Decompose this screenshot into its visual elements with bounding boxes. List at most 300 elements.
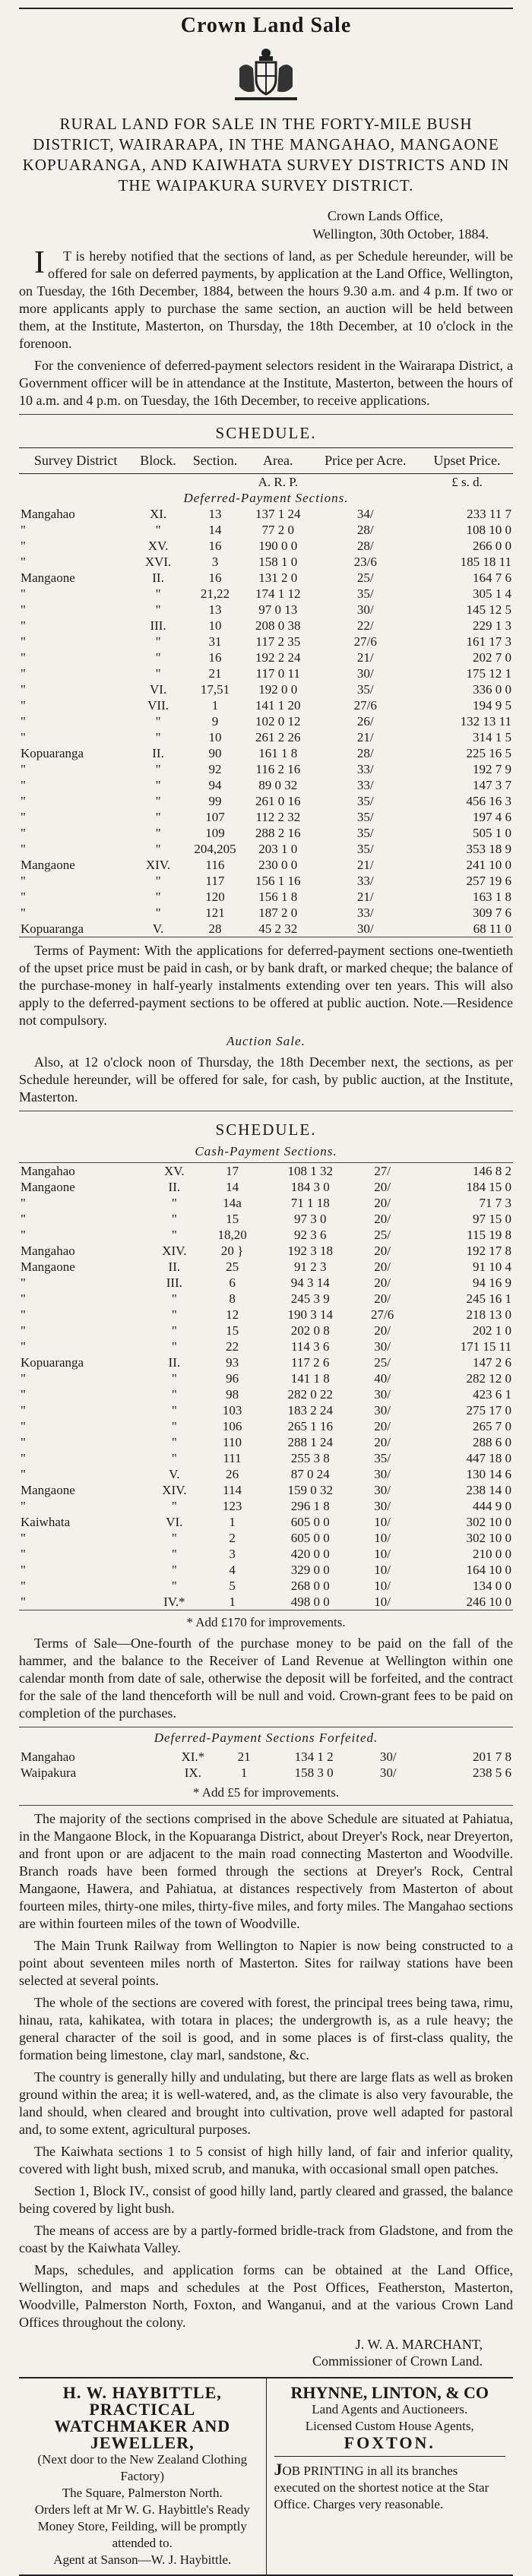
table-cell: 92 3 6 [293,1228,327,1242]
ad-left-address: The Square, Palmerston North. [62,2486,223,2500]
table-cell: 505 1 0 [473,826,511,840]
table-cell: 20/ [374,1180,391,1194]
col-area: Area. [246,448,309,474]
table-row [19,793,513,809]
table-cell: 456 16 3 [466,794,511,808]
table-cell: 238 5 6 [473,1765,511,1780]
table-cell: 16 [208,650,222,665]
table-cell: " [21,1579,26,1593]
table-cell: 163 1 8 [473,890,511,904]
table-cell: 117 2 35 [255,634,301,649]
signature [19,2336,483,2369]
table-cell: VII. [147,698,169,713]
royal-crest-icon [224,46,308,106]
table-cell: " [21,874,26,888]
table-cell: " [155,602,161,617]
table-cell: " [171,1339,177,1354]
table-cell: 161 1 8 [258,746,298,760]
table-cell: 30/ [374,1467,391,1481]
table-cell: 27/6 [353,698,377,713]
table-cell: 255 3 8 [290,1451,330,1465]
cash-table [19,1163,513,1610]
intro-paragraph-1: IT is hereby notified that the sections of land, as per Schedule hereunder, will be offered for sale on deferred payments, by application at the Land Office, Wellington, on Tuesday, the 16th December, 1884, between the hours 9.30 a.m. and 4 p.m. If two or more applicants apply to purchase the same section, an auction will be held between them, at the Institute, Masterton, on Thursday, the 18th December, at 10 o'clock in the forenoon. [19,245,513,351]
table-cell: 204,205 [194,842,236,856]
ad-right-town: FOXTON. [344,2433,435,2452]
table-cell: 192 0 0 [258,682,298,697]
table-cell: 21/ [356,890,374,904]
table-cell: " [155,890,161,904]
table-cell: Mangahao [21,507,75,521]
table-cell: 26 [226,1467,239,1481]
table-cell: 147 3 7 [473,778,511,792]
table-cell: 225 16 5 [466,746,511,760]
table-cell: 71 7 3 [479,1196,511,1210]
table-cell: 123 [222,1499,242,1513]
auction-text: Also, at 12 o'clock noon of Thursday, the 18th December next, the sections, as per Schedule hereunder, will be offered for sale, for cash, by public auction, at the Institute, Masterton. [19,1054,513,1105]
table-cell: 265 1 16 [287,1419,333,1433]
table-cell: Waipakura [21,1765,77,1780]
table-row [19,665,513,681]
table-cell: " [155,778,161,792]
table-cell: " [21,714,26,729]
table-cell: 605 0 0 [290,1531,330,1545]
table-row [19,841,513,857]
table-cell: 116 2 16 [255,762,301,776]
table-cell: " [171,1196,177,1210]
table-cell: 20 } [220,1244,244,1258]
table-cell: 218 13 0 [466,1307,511,1322]
schedule-heading: SCHEDULE. [215,424,317,442]
table-row [19,634,513,650]
table-cell: " [21,842,26,856]
table-cell: " [21,539,26,553]
description-2: The Main Trunk Railway from Wellington to Napier is now being constructed to a point about seventeen miles north of Masterton. Sites for railway stations have been selected at several points. [19,1938,513,1988]
table-cell: " [171,1307,177,1322]
table-cell: " [21,698,26,713]
table-cell: 21 [208,666,222,681]
table-cell: 141 1 8 [290,1371,330,1386]
table-cell: " [155,714,161,729]
table-cell: 22 [226,1339,239,1354]
table-row [19,1163,513,1179]
table-cell: 10/ [374,1531,391,1545]
table-row [19,729,513,745]
table-cell: 14 [208,523,222,537]
table-cell: 35/ [356,810,374,824]
table-cell: VI. [166,1515,183,1529]
table-cell: 161 17 3 [466,634,511,649]
col-section: Section. [184,448,246,474]
table-cell: 10/ [374,1595,391,1609]
table-cell: 25/ [374,1355,391,1370]
table-row [19,1227,513,1243]
table-cell: " [171,1323,177,1338]
table-cell: 288 2 16 [255,826,301,840]
table-cell: 97 15 0 [473,1212,511,1226]
table-cell: 20/ [374,1212,391,1226]
table-cell: 31 [208,634,222,649]
table-cell: 94 [208,778,222,792]
table-cell: 30/ [374,1403,391,1418]
table-cell: 28/ [356,746,374,760]
table-cell: Mangahao [21,1164,75,1178]
table-row [19,825,513,841]
table-cell: 183 2 24 [287,1403,333,1418]
ad-left-paren: (Next door to the New Zealand Clothing Factory) [37,2452,248,2483]
table-cell: 20/ [374,1244,391,1258]
table-cell: 30/ [379,1749,397,1764]
ad-left-name: H. W. HAYBITTLE, [62,2383,222,2402]
table-cell: 447 18 0 [466,1451,511,1465]
table-cell: II. [168,1180,181,1194]
table-cell: " [21,1307,26,1322]
table-row [19,618,513,634]
dateline-office: Crown Lands Office, [327,208,443,223]
table-row [19,1259,513,1275]
table-row [19,1765,513,1781]
price-units: £ s. d. [451,475,483,489]
table-cell: " [171,1228,177,1242]
table-cell: 21 [237,1749,251,1764]
col-block: Block. [132,448,184,474]
table-row [19,921,513,937]
table-cell: " [21,906,26,920]
table-row [19,905,513,921]
table-cell: " [171,1451,177,1465]
table-cell: " [21,762,26,776]
table-cell: 97 0 13 [258,602,298,617]
table-cell: 94 3 14 [290,1275,330,1290]
table-cell: 282 12 0 [466,1371,511,1386]
cash-note: * Add £170 for improvements. [186,1615,346,1629]
table-cell: 174 1 12 [255,586,301,601]
description-7: The means of access are by a partly-formed bridle-track from Gladstone, and from the coast by the Kaiwhata Valley. [19,2223,513,2255]
table-cell: " [21,666,26,681]
table-cell: 30/ [356,666,374,681]
area-units: A. R. P. [258,475,299,489]
table-row [19,1434,513,1450]
table-cell: 89 0 32 [258,778,298,792]
ad-right-line2: Licensed Custom House Agents, [305,2419,474,2433]
table-cell: 146 8 2 [473,1164,511,1178]
table-cell: 30/ [374,1339,391,1354]
table-cell: Kaiwhata [21,1515,71,1529]
table-cell: 2 [229,1531,236,1545]
table-cell: " [21,1451,26,1465]
table-cell: 107 [205,810,225,824]
table-row [19,1307,513,1323]
table-cell: Kopuaranga [21,1355,84,1370]
table-cell: " [21,810,26,824]
table-cell: 68 11 0 [473,921,511,936]
table-cell: 6 [229,1275,236,1290]
table-cell: 116 [205,858,225,872]
table-cell: 22/ [356,618,374,633]
table-row [19,1386,513,1402]
table-cell: 302 10 0 [466,1531,511,1545]
table-cell: IX. [184,1765,201,1780]
table-cell: 296 1 8 [290,1499,330,1513]
table-cell: 17,51 [200,682,230,697]
table-cell: " [155,586,161,601]
ad-left-agent: Agent at Sanson—W. J. Haybittle. [53,2552,232,2567]
table-cell: 229 1 3 [473,618,511,633]
table-cell: 20/ [374,1275,391,1290]
table-row [19,889,513,905]
table-cell: 93 [226,1355,239,1370]
table-cell: 109 [205,826,225,840]
table-cell: " [171,1371,177,1386]
table-cell: 203 1 0 [258,842,298,856]
notice-title: RURAL LAND FOR SALE IN THE FORTY-MILE BUSH DISTRICT, WAIRARAPA, IN THE MANGAHAO, MANGAONE KOPUARANGA, AND KAIWHATA SURVEY DISTRICTS AND IN THE WAIPAKURA SURVEY DISTRICT. [22,115,510,194]
table-cell: " [21,1291,26,1306]
table-row [19,1211,513,1227]
table-cell: 25 [226,1260,239,1274]
table-cell: 27/6 [370,1307,394,1322]
table-cell: 134 0 0 [473,1579,511,1593]
cash-label: Cash-Payment Sections. [195,1144,337,1158]
table-row [19,761,513,777]
table-cell: 45 2 32 [258,921,298,936]
table-cell: " [171,1579,177,1593]
table-cell: 30/ [374,1387,391,1402]
ad-rhynne-linton [267,2378,514,2574]
table-cell: " [21,730,26,744]
table-cell: 130 14 6 [466,1467,511,1481]
table-cell: 71 1 18 [290,1196,330,1210]
table-cell: 35/ [356,794,374,808]
table-cell: " [21,1467,26,1481]
table-cell: " [171,1547,177,1561]
table-row [19,1450,513,1466]
terms-cash: Terms of Sale—One-fourth of the purchase money to be paid on the fall of the hammer, and the balance to the Receiver of Land Revenue at Wellington within one calendar month from date of sale, otherwise the deposit will be forfeited, and the contract for the sale of the land thenceforth will be null and void. Crown-grant fees to be paid on completion of the purchases. [19,1636,513,1721]
table-cell: 202 0 8 [290,1323,330,1338]
table-cell: 21/ [356,730,374,744]
table-row [19,522,513,538]
table-row [19,1323,513,1339]
table-row [19,1530,513,1546]
table-cell: 103 [222,1403,242,1418]
table-cell: 265 7 0 [473,1419,511,1433]
table-row [19,538,513,554]
table-cell: 164 7 6 [473,571,511,585]
table-cell: 197 4 6 [473,810,511,824]
table-cell: " [155,762,161,776]
table-cell: 190 0 0 [258,539,298,553]
table-cell: 10/ [374,1547,391,1561]
table-cell: " [21,1275,26,1290]
table-cell: 87 0 24 [290,1467,330,1481]
table-row [19,1466,513,1482]
description-3: The whole of the sections are covered with forest, the principal trees being tawa, rimu, hinau, rata, kahikatea, with totara in places; the undergrowth is, as a rule heavy; the general character of the soil is good, and in some places is of first-class quality, the formation being limestone, clay marl, sandstone, &c. [19,1995,513,2062]
table-cell: " [21,1531,26,1545]
deferred-table [19,447,513,937]
table-cell: 268 0 0 [290,1579,330,1593]
table-cell: " [155,906,161,920]
table-cell: XIV. [162,1244,187,1258]
table-cell: XV. [147,539,169,553]
table-cell: " [155,634,161,649]
table-cell: 187 2 0 [258,906,298,920]
table-row [19,586,513,602]
table-cell: 1 [211,698,219,713]
table-cell: 15 [226,1323,239,1338]
table-cell: 132 13 11 [460,714,511,729]
table-row [19,650,513,665]
table-row [19,1594,513,1610]
table-cell: 106 [222,1419,242,1433]
table-cell: 77 2 0 [261,523,295,537]
table-cell: 192 7 9 [473,762,511,776]
table-cell: " [171,1499,177,1513]
forfeit-note: * Add £5 for improvements. [192,1785,340,1800]
table-cell: " [21,1323,26,1338]
table-cell: 145 12 5 [466,602,511,617]
table-cell: XIV. [162,1483,187,1497]
table-cell: 288 1 24 [287,1435,333,1449]
table-row [19,745,513,761]
table-cell: 192 3 18 [287,1244,333,1258]
table-cell: 35/ [356,586,374,601]
table-cell: 288 6 0 [473,1435,511,1449]
table-cell: 257 19 6 [466,874,511,888]
table-row [19,1562,513,1578]
table-cell: " [171,1212,177,1226]
table-cell: " [21,618,26,633]
table-cell: Mangaone [21,858,75,872]
table-cell: 15 [226,1212,239,1226]
table-cell: 26/ [356,714,374,729]
table-cell: XI. [149,507,167,521]
table-cell: XI.* [181,1749,205,1764]
table-cell: 34/ [356,507,374,521]
table-cell: Mangaone [21,1483,75,1497]
table-cell: 336 0 0 [473,682,511,697]
table-cell: 246 10 0 [466,1595,511,1609]
table-cell: IV.* [163,1595,185,1609]
description-5: The Kaiwhata sections 1 to 5 consist of high hilly land, of fair and inferior quality, covered with light bush, mixed scrub, and manuka, with occasional small open patches. [19,2144,513,2176]
table-cell: " [21,1403,26,1418]
table-cell: " [21,1547,26,1561]
table-cell: 185 18 11 [460,555,511,569]
table-cell: 4 [229,1563,236,1577]
table-cell: 159 0 32 [287,1483,333,1497]
table-cell: 10/ [374,1579,391,1593]
table-row [19,1370,513,1386]
table-cell: 147 2 6 [473,1355,511,1370]
table-cell: 13 [208,602,222,617]
table-cell: " [171,1419,177,1433]
table-cell: 158 3 0 [294,1765,334,1780]
table-cell: 121 [205,906,225,920]
table-cell: 17 [226,1164,239,1178]
table-cell: XV. [164,1164,185,1178]
table-cell: " [21,890,26,904]
table-cell: 18,20 [217,1228,247,1242]
table-cell: " [171,1291,177,1306]
table-row [19,570,513,586]
table-row [19,777,513,793]
table-cell: " [21,1387,26,1402]
table-cell: Kopuaranga [21,746,84,760]
table-cell: 141 1 20 [255,698,301,713]
table-cell: 35/ [374,1451,391,1465]
table-cell: 208 0 38 [255,618,301,633]
table-cell: " [155,826,161,840]
table-cell: 40/ [374,1371,391,1386]
table-cell: 261 2 26 [255,730,301,744]
description-6: Section 1, Block IV., consist of good hilly land, partly cleared and grassed, the balance being covered by light bush. [19,2183,513,2216]
table-cell: 13 [208,507,222,521]
table-cell: XVI. [144,555,172,569]
table-cell: " [171,1531,177,1545]
table-cell: 20/ [374,1419,391,1433]
table-cell: " [21,794,26,808]
table-row [19,1179,513,1195]
table-cell: 245 16 1 [466,1291,511,1306]
table-cell: II. [168,1355,181,1370]
signature-role: Commissioner of Crown Land. [312,2353,483,2369]
description-4: The country is generally hilly and undulating, but there are large flats as well as broken ground within the area; it is well-watered, and, as the climate is also very favourable, the land should, when cleared and brought into cultivation, prove well adapted for pastoral and, to some extent, agricultural purposes. [19,2069,513,2137]
table-cell: " [155,794,161,808]
table-cell: 96 [226,1371,239,1386]
table-cell: 201 7 8 [473,1749,511,1764]
table-cell: 23/6 [353,555,377,569]
table-cell: 10 [208,730,222,744]
table-cell: " [21,1196,26,1210]
table-cell: " [155,810,161,824]
col-survey-district: Survey District [19,448,132,474]
table-cell: " [21,1435,26,1449]
table-cell: Mangaone [21,571,75,585]
table-row [19,1514,513,1530]
table-cell: 94 16 9 [473,1275,511,1290]
table-cell: 10 [208,618,222,633]
ad-right-line1: Land Agents and Auctioneers. [312,2402,468,2416]
table-cell: 329 0 0 [290,1563,330,1577]
forfeited-label: Deferred-Payment Sections Forfeited. [154,1731,378,1745]
table-cell: 20/ [374,1291,391,1306]
table-cell: Mangaone [21,1260,75,1274]
table-cell: " [21,1419,26,1433]
table-cell: " [155,842,161,856]
table-cell: " [171,1387,177,1402]
table-cell: " [21,586,26,601]
table-cell: 202 1 0 [473,1323,511,1338]
table-cell: 194 9 5 [473,698,511,713]
table-row [19,1482,513,1498]
table-cell: " [21,1228,26,1242]
job-text: OB PRINTING in all its branches executed on the shortest notice at the Star Office. Charges very reasonable. [274,2464,489,2511]
table-cell: 10/ [374,1563,391,1577]
description-1: The majority of the sections comprised in the above Schedule are situated at Pahiatua, in the Mangaone Block, in the Kopuaranga District, about Dreyer's Rock, near Dreyerton, and front upon or are adjacent to the main road connecting Masterton and Woodville. Branch roads have been formed through the sections at Dreyer's Rock, Central Mangaone, Hawera, and Pahiatua, at distances respectively from Masterton of about fourteen miles, thirty-one miles, thirty-five miles, and forty miles. The Mangahao sections are within fourteen miles of the town of Woodville. [19,1811,514,1931]
table-cell: Mangahao [21,1749,75,1764]
table-cell: V. [152,921,164,936]
table-cell: 131 2 0 [258,571,298,585]
col-price-per-acre: Price per Acre. [310,448,422,474]
table-cell: 102 0 12 [255,714,301,729]
table-cell: 156 1 16 [255,874,301,888]
table-cell: 210 0 0 [473,1547,511,1561]
table-row [19,713,513,729]
table-cell: 184 3 0 [290,1180,330,1194]
table-cell: " [21,778,26,792]
table-cell: 1 [229,1595,236,1609]
table-cell: " [21,1212,26,1226]
table-cell: 99 [208,794,222,808]
table-cell: " [155,730,161,744]
ad-left-body: Orders left at Mr W. G. Haybittle's Ready Money Store, Feilding, will be promptly attended to. [34,2502,250,2550]
